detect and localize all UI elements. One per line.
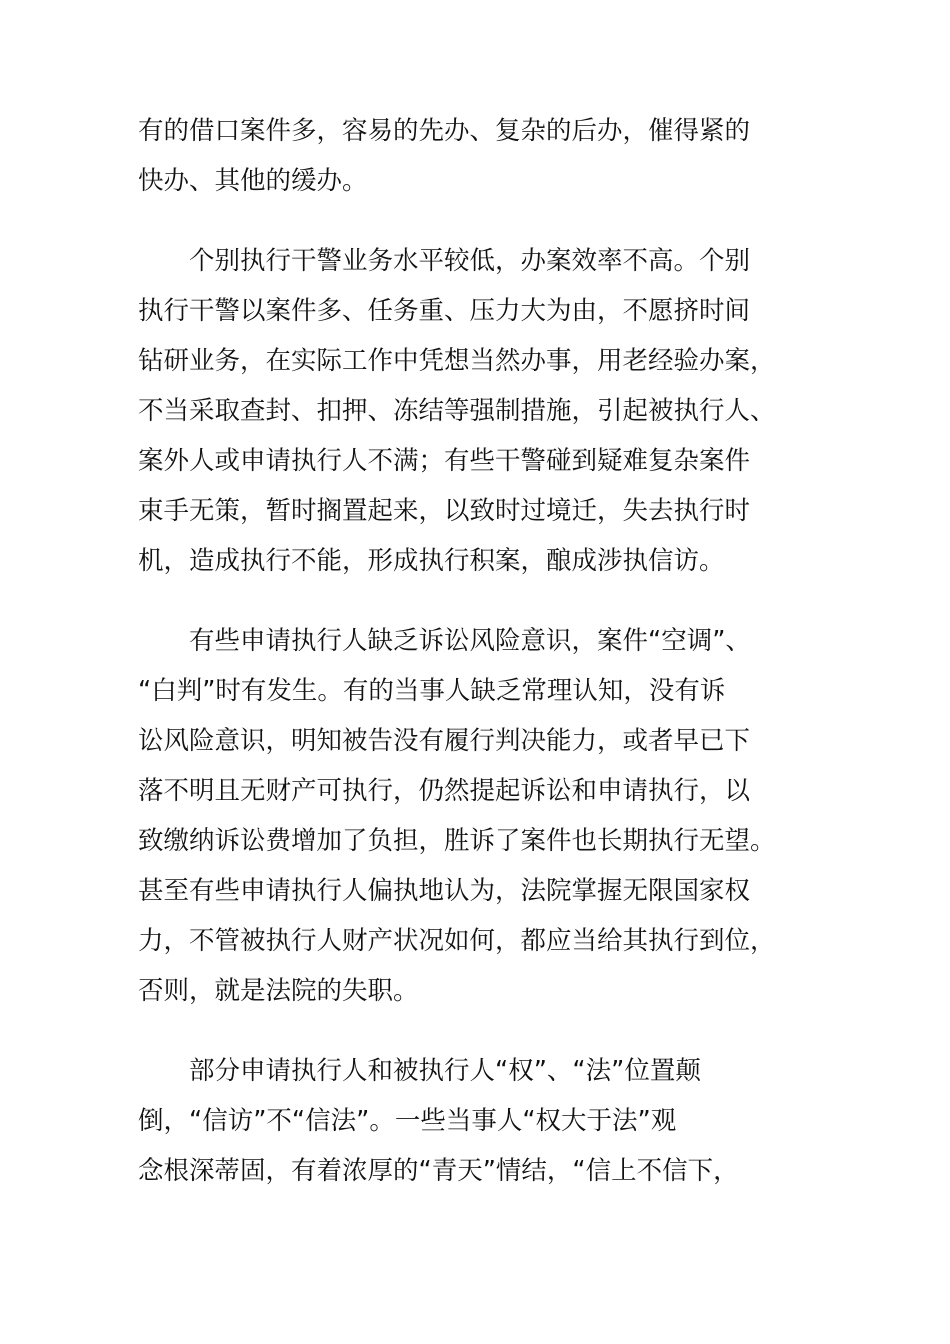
text-line: 致缴纳诉讼费增加了负担，胜诉了案件也长期执行无望。 (138, 826, 776, 856)
text-line: 部分申请执行人和被执行人“权”、“法”位置颠 (189, 1056, 701, 1086)
text-line: 否则，就是法院的失职。 (138, 976, 419, 1006)
text-line: 案外人或申请执行人不满；有些干警碰到疑难复杂案件 (138, 446, 751, 476)
text-line: 机，造成执行不能，形成执行积案，酿成涉执信访。 (138, 546, 725, 576)
text-line: 钻研业务，在实际工作中凭想当然办事，用老经验办案， (138, 346, 776, 376)
text-line: 有些申请执行人缺乏诉讼风险意识，案件“空调”、 (189, 626, 751, 656)
paragraph-3 (138, 616, 818, 1016)
text-line: 念根深蒂固，有着浓厚的“青天”情结，“信上不信下， (138, 1156, 739, 1186)
text-line: 个别执行干警业务水平较低，办案效率不高。个别 (189, 246, 751, 276)
text-line: 倒，“信访”不“信法”。一些当事人“权大于法”观 (138, 1106, 677, 1136)
body-text (138, 106, 818, 1226)
text-line: 讼风险意识，明知被告没有履行判决能力，或者早已下 (138, 726, 751, 756)
text-line: 不当采取查封、扣押、冻结等强制措施，引起被执行人、 (138, 396, 776, 426)
paragraph-4 (138, 1046, 818, 1196)
text-line: 快办、其他的缓办。 (138, 166, 368, 196)
text-line: 力，不管被执行人财产状况如何，都应当给其执行到位， (138, 926, 776, 956)
paragraph-2 (138, 236, 818, 586)
text-line: 有的借口案件多，容易的先办、复杂的后办，催得紧的 (138, 116, 751, 146)
text-line: 甚至有些申请执行人偏执地认为，法院掌握无限国家权 (138, 876, 751, 906)
text-line: 束手无策，暂时搁置起来，以致时过境迁，失去执行时 (138, 496, 751, 526)
text-line: 执行干警以案件多、任务重、压力大为由，不愿挤时间 (138, 296, 751, 326)
paragraph-1 (138, 106, 818, 206)
text-line: 落不明且无财产可执行，仍然提起诉讼和申请执行，以 (138, 776, 751, 806)
text-line: “白判”时有发生。有的当事人缺乏常理认知，没有诉 (138, 676, 726, 706)
